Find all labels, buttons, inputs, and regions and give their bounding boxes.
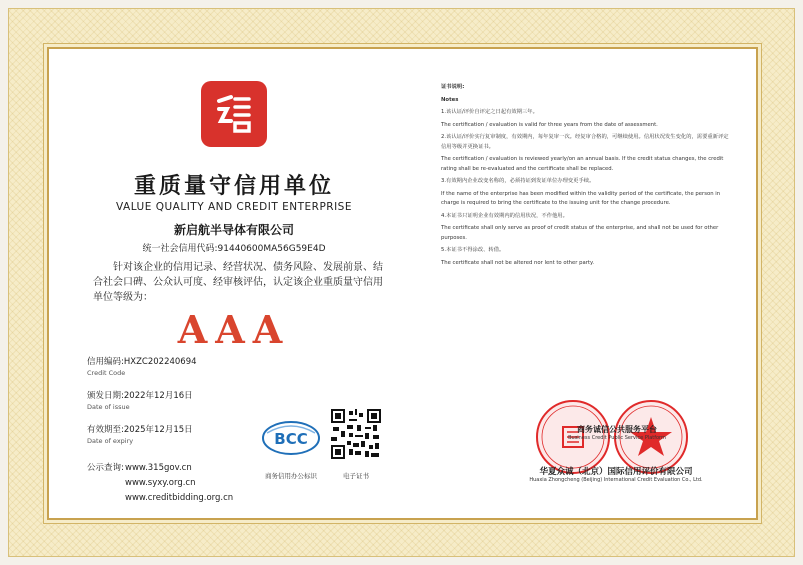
certificate-border: [8, 8, 795, 557]
note-item: 2.该认证/评价实行复审制度，有效期内，每年复审一次。经复审合格的，可继续使用。信用状况发生变化的，需要重新评定信用等级并更换证书。: [441, 134, 729, 150]
note-item: If the name of the enterprise has been modified within the validity period of the certificate, the person in charge is required to bring the certificate to the issuing unit for the change procedure.: [441, 190, 721, 206]
query-site-link[interactable]: www.creditbidding.org.cn: [125, 493, 234, 503]
issue-date: [87, 389, 193, 411]
query-site-link[interactable]: www.315gov.cn: [125, 463, 192, 473]
issuer-name-en: Huaxia Zhongcheng (Beijing) International Credit Evaluation Co., Ltd.: [529, 477, 703, 483]
certificate-body: [47, 47, 758, 520]
note-item: 1.该认证/评价自评定之日起有效期三年。: [441, 109, 538, 115]
credit-logo-icon: [201, 81, 267, 147]
bcc-caption: 商务信用办公标识: [265, 472, 317, 480]
issuer-name: 华夏众诚（北京）国际信用评价有限公司: [539, 467, 693, 477]
credit-code-en: Credit Code: [87, 369, 126, 377]
query-site-link[interactable]: www.syxy.org.cn: [125, 478, 196, 488]
credit-code: [87, 355, 197, 377]
note-item: 4.本证书只证明企业有效期内的信用状况，不作他用。: [441, 212, 568, 219]
issue-date-en: Date of issue: [87, 403, 130, 411]
note-item: The certificate shall not be altered nor lent to other party.: [441, 259, 595, 266]
notes-title-en: Notes: [441, 96, 459, 103]
expiry-date: [87, 423, 193, 445]
issue-date-label: 颁发日期:: [87, 391, 124, 401]
certificate-title: 重质量守信用单位: [133, 173, 334, 199]
issue-date-value: 2022年12月16日: [123, 391, 193, 401]
social-credit-code-value: 91440600MA56G59E4D: [217, 244, 326, 254]
company-name: 新启航半导体有限公司: [173, 223, 294, 237]
social-credit-code: [79, 241, 389, 254]
expiry-date-label: 有效期至:: [87, 425, 124, 435]
certificate-notes: [441, 83, 731, 271]
note-item: The certification / evaluation is valid for three years from the date of assessment.: [441, 121, 658, 128]
bcc-logo-icon: [261, 419, 321, 457]
platform-name-en: Business Credit Public Service Platform: [568, 435, 666, 441]
certificate-title-en: VALUE QUALITY AND CREDIT ENTERPRISE: [116, 201, 352, 213]
credit-code-label: 信用编码:: [87, 357, 124, 367]
note-item: The certification / evaluation is reviewed yearly/on an annual basis. If the credit status changes, the credit rating shall be re-evaluated and the certificate shall be replaced.: [441, 156, 724, 172]
qr-code-icon[interactable]: [331, 409, 381, 459]
query-label: 公示查询:: [87, 463, 124, 473]
platform-name: 商务诚信公共服务平台: [577, 425, 657, 434]
note-item: The certificate shall only serve as proof of credit status of the enterprise, and shall not be used for other purposes.: [441, 225, 719, 241]
expiry-date-value: 2025年12月15日: [123, 425, 193, 435]
certificate-statement: 针对该企业的信用记录、经营状况、债务风险、发展前景、结合社会口碑、公众认可度、经审核评估，认定该企业重质量守信用单位等级为：: [93, 262, 383, 303]
note-item: 3.有效期内企业改变名称的，必须持证到发证单位办理变更手续。: [441, 178, 595, 184]
rating-grade: AAA: [177, 307, 291, 352]
bcc-logo-text: BCC: [274, 430, 308, 448]
expiry-date-en: Date of expiry: [87, 437, 134, 445]
credit-code-value: HXZC202240694: [123, 357, 197, 367]
qr-caption: 电子证书: [343, 472, 369, 480]
note-item: 5.本证书不得涂改、转借。: [441, 247, 505, 253]
social-credit-code-label: 统一社会信用代码:: [142, 244, 218, 254]
notes-title: 证书说明:: [441, 84, 465, 90]
public-query: [87, 461, 233, 506]
